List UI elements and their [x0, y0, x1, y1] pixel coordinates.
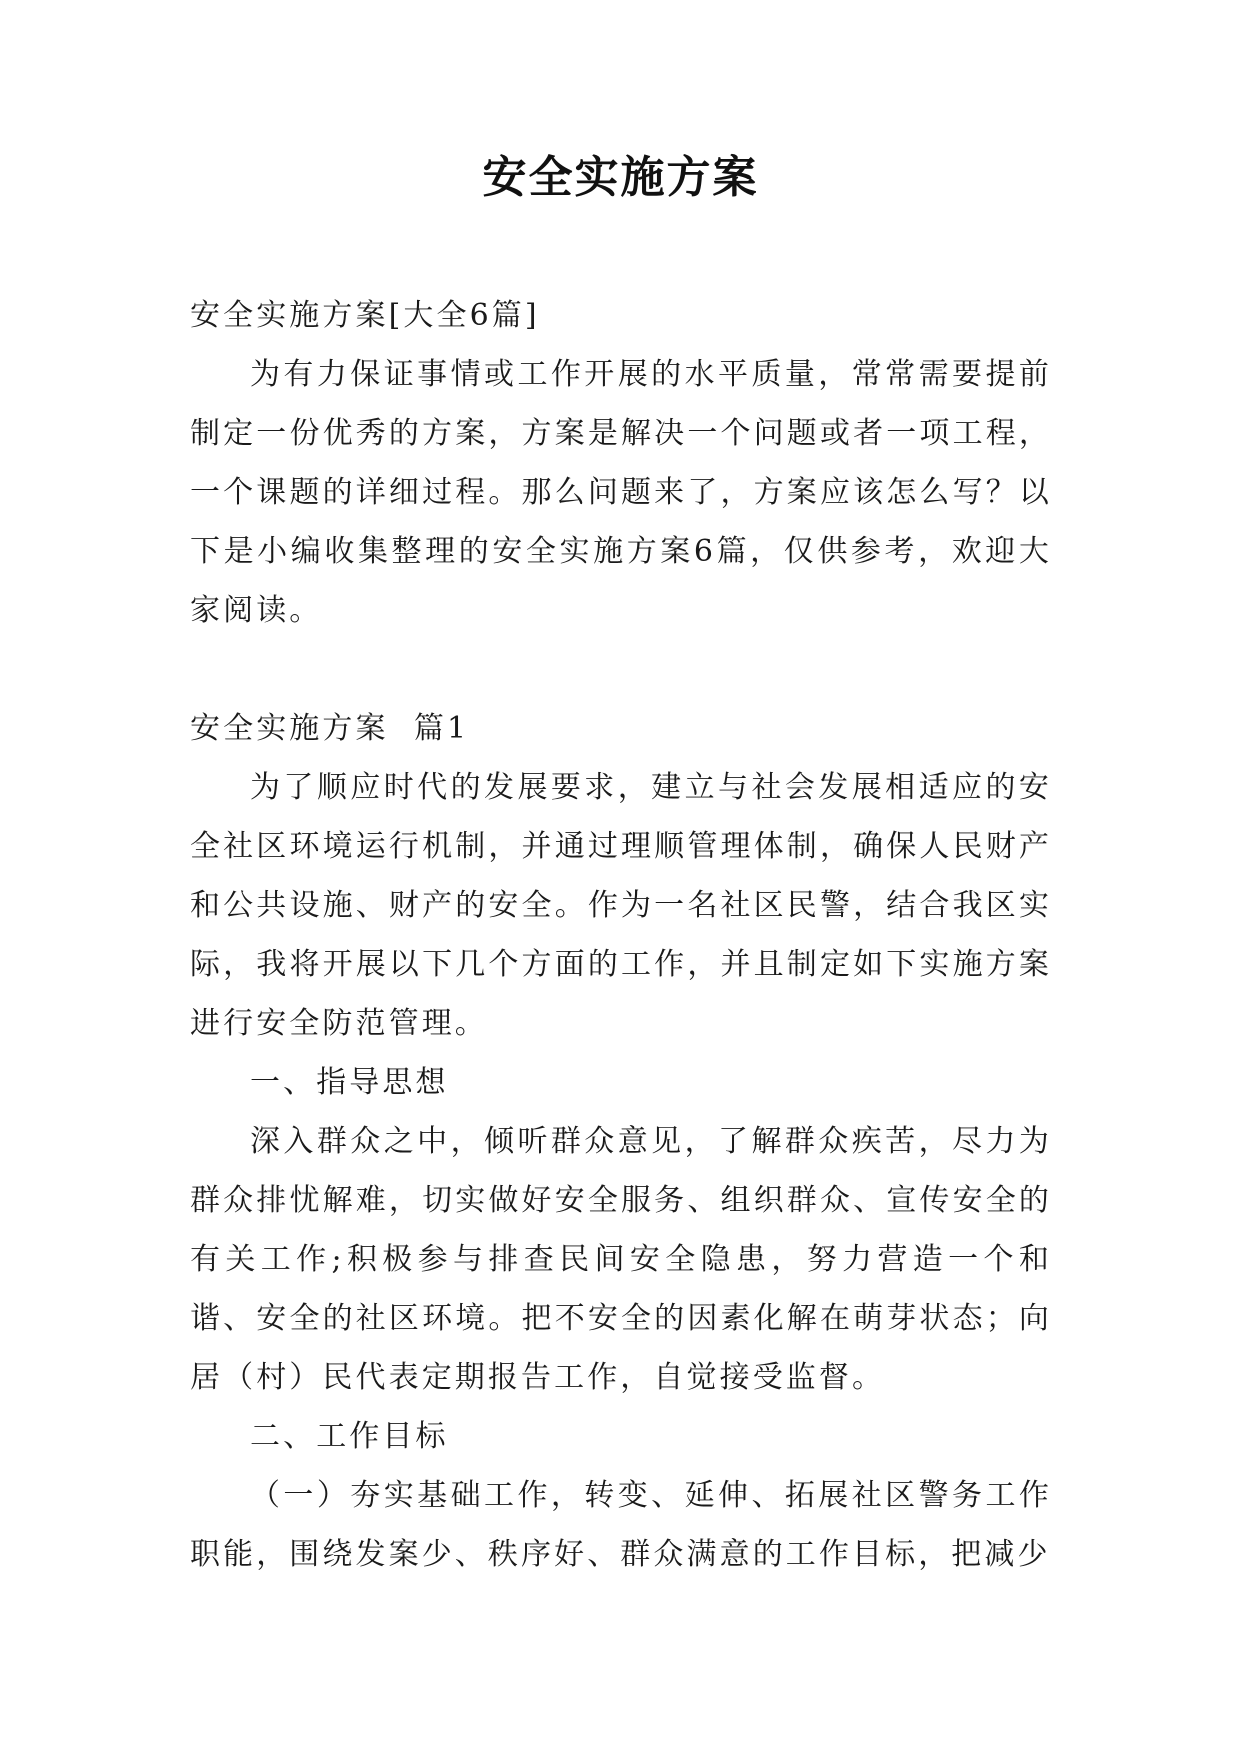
intro-paragraph: 为有力保证事情或工作开展的水平质量，常常需要提前制定一份优秀的方案，方案是解决一个问题或者一项工程，一个课题的详细过程。那么问题来了，方案应该怎么写？以下是小编收集整理的安全实施方案6篇，仅供参考，欢迎大家阅读。: [190, 357, 1052, 628]
document-subtitle: 安全实施方案[大全6篇]: [190, 298, 540, 333]
document-title: 安全实施方案: [482, 152, 759, 203]
heading-guiding-thought: 一、指导思想: [250, 1065, 449, 1100]
section-intro-paragraph: 为了顺应时代的发展要求，建立与社会发展相适应的安全社区环境运行机制，并通过理顺管理体制，确保人民财产和公共设施、财产的安全。作为一名社区民警，结合我区实际，我将开展以下几个方面的工作，并且制定如下实施方案进行安全防范管理。: [190, 770, 1052, 1041]
section-heading: 安全实施方案 篇1: [190, 711, 470, 746]
document-body: [190, 286, 1052, 1584]
work-goals-paragraph: （一）夯实基础工作，转变、延伸、拓展社区警务工作职能，围绕发案少、秩序好、群众满意的工作目标，把减少: [190, 1478, 1052, 1572]
paragraph-gap: [190, 640, 1052, 699]
guiding-thought-paragraph: 深入群众之中，倾听群众意见，了解群众疾苦，尽力为群众排忧解难，切实做好安全服务、组织群众、宣传安全的有关工作;积极参与排查民间安全隐患，努力营造一个和谐、安全的社区环境。把不安全的因素化解在萌芽状态；向居（村）民代表定期报告工作，自觉接受监督。: [190, 1124, 1052, 1395]
heading-work-goals: 二、工作目标: [250, 1419, 449, 1454]
